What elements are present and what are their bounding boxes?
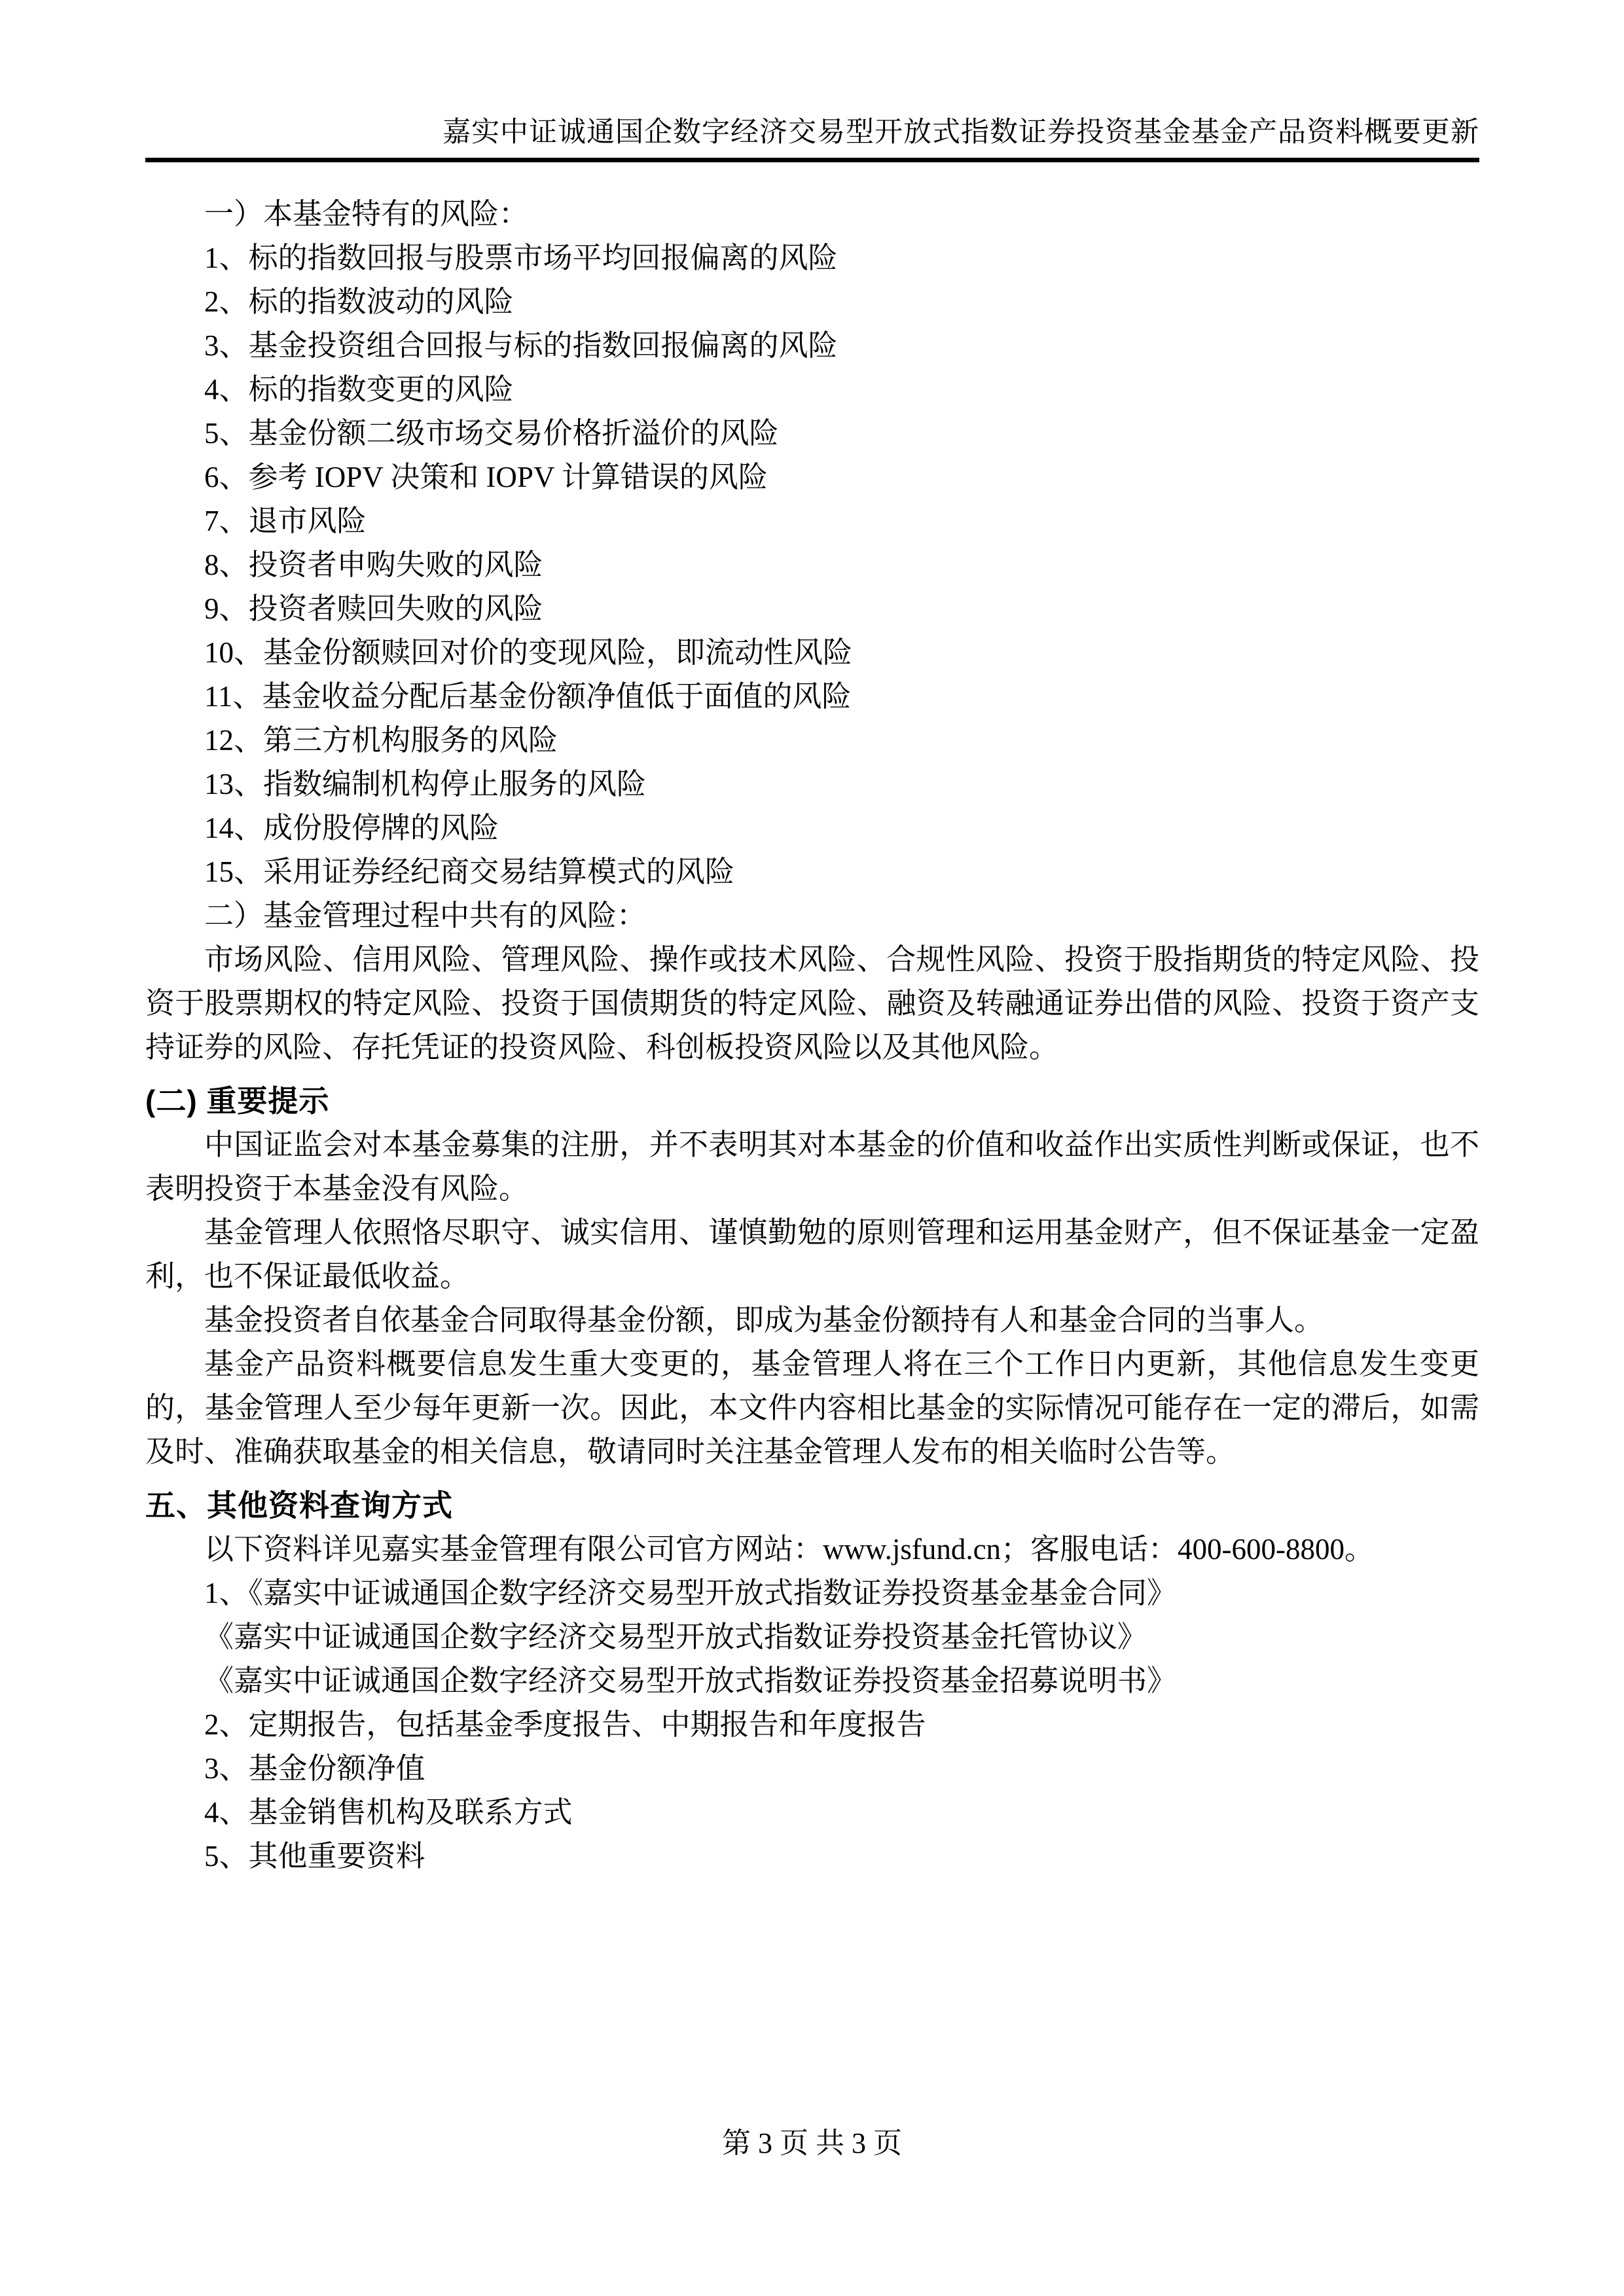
special-risk-item: 12、第三方机构服务的风险 bbox=[204, 724, 558, 757]
important-notes-paragraph: 基金投资者自依基金合同取得基金份额，即成为基金份额持有人和基金合同的当事人。 bbox=[204, 1304, 1324, 1337]
special-risk-item: 6、参考 IOPV 决策和 IOPV 计算错误的风险 bbox=[204, 461, 768, 494]
special-risk-item: 10、基金份额赎回对价的变现风险，即流动性风险 bbox=[204, 636, 853, 670]
page-header bbox=[145, 0, 1479, 162]
other-info-heading: 五、其他资料查询方式 bbox=[145, 1488, 453, 1523]
other-info-item: 2、定期报告，包括基金季度报告、中期报告和年度报告 bbox=[204, 1708, 926, 1742]
special-risk-item: 1、标的指数回报与股票市场平均回报偏离的风险 bbox=[204, 242, 838, 275]
page-number: 第 3 页 共 3 页 bbox=[722, 2127, 902, 2159]
important-notes-paragraph: 基金管理人依照恪尽职守、诚实信用、谨慎勤勉的原则管理和运用基金财产，但不保证基金一定盈利，也不保证最低收益。 bbox=[145, 1216, 1479, 1293]
common-risks-heading: 二）基金管理过程中共有的风险： bbox=[204, 899, 647, 933]
special-risk-item: 3、基金投资组合回报与标的指数回报偏离的风险 bbox=[204, 329, 838, 363]
header-title: 嘉实中证诚通国企数字经济交易型开放式指数证券投资基金基金产品资料概要更新 bbox=[442, 117, 1479, 148]
important-notes-heading: (二) 重要提示 bbox=[145, 1084, 330, 1119]
special-risk-item: 13、指数编制机构停止服务的风险 bbox=[204, 768, 647, 801]
document-body bbox=[145, 192, 1479, 1878]
other-info-item: 《嘉实中证诚通国企数字经济交易型开放式指数证券投资基金招募说明书》 bbox=[204, 1664, 1177, 1698]
special-risk-item: 11、基金收益分配后基金份额净值低于面值的风险 bbox=[204, 680, 852, 713]
special-risk-item: 7、退市风险 bbox=[204, 505, 367, 538]
other-info-item: 《嘉实中证诚通国企数字经济交易型开放式指数证券投资基金托管协议》 bbox=[204, 1621, 1147, 1654]
special-risk-item: 5、基金份额二级市场交易价格折溢价的风险 bbox=[204, 417, 779, 450]
other-info-intro: 以下资料详见嘉实基金管理有限公司官方网站：www.jsfund.cn；客服电话：400-600-8800。 bbox=[204, 1533, 1375, 1566]
special-risk-item: 15、采用证券经纪商交易结算模式的风险 bbox=[204, 855, 735, 889]
special-risk-item: 4、标的指数变更的风险 bbox=[204, 373, 514, 406]
page-footer bbox=[0, 2127, 1624, 2160]
other-info-item: 3、基金份额净值 bbox=[204, 1752, 425, 1785]
other-info-item: 1、《嘉实中证诚通国企数字经济交易型开放式指数证券投资基金基金合同》 bbox=[204, 1577, 1177, 1610]
page-content bbox=[145, 0, 1479, 1878]
special-risks-heading: 一）本基金特有的风险： bbox=[204, 198, 529, 231]
common-risks-paragraph: 市场风险、信用风险、管理风险、操作或技术风险、合规性风险、投资于股指期货的特定风险、投资于股票期权的特定风险、投资于国债期货的特定风险、融资及转融通证券出借的风险、投资于资产支持证券的风险、存托凭证的投资风险、科创板投资风险以及其他风险。 bbox=[145, 943, 1479, 1064]
important-notes-paragraph: 基金产品资料概要信息发生重大变更的，基金管理人将在三个工作日内更新，其他信息发生变更的，基金管理人至少每年更新一次。因此，本文件内容相比基金的实际情况可能存在一定的滞后，如需及时、准确获取基金的相关信息，敬请同时关注基金管理人发布的相关临时公告等。 bbox=[145, 1348, 1479, 1469]
other-info-item: 4、基金销售机构及联系方式 bbox=[204, 1796, 573, 1829]
special-risk-item: 14、成份股停牌的风险 bbox=[204, 812, 499, 845]
other-info-item: 5、其他重要资料 bbox=[204, 1840, 425, 1873]
important-notes-paragraph: 中国证监会对本基金募集的注册，并不表明其对本基金的价值和收益作出实质性判断或保证，也不表明投资于本基金没有风险。 bbox=[145, 1128, 1479, 1206]
special-risk-item: 2、标的指数波动的风险 bbox=[204, 285, 514, 319]
special-risk-item: 9、投资者赎回失败的风险 bbox=[204, 592, 543, 626]
special-risk-item: 8、投资者申购失败的风险 bbox=[204, 548, 543, 582]
